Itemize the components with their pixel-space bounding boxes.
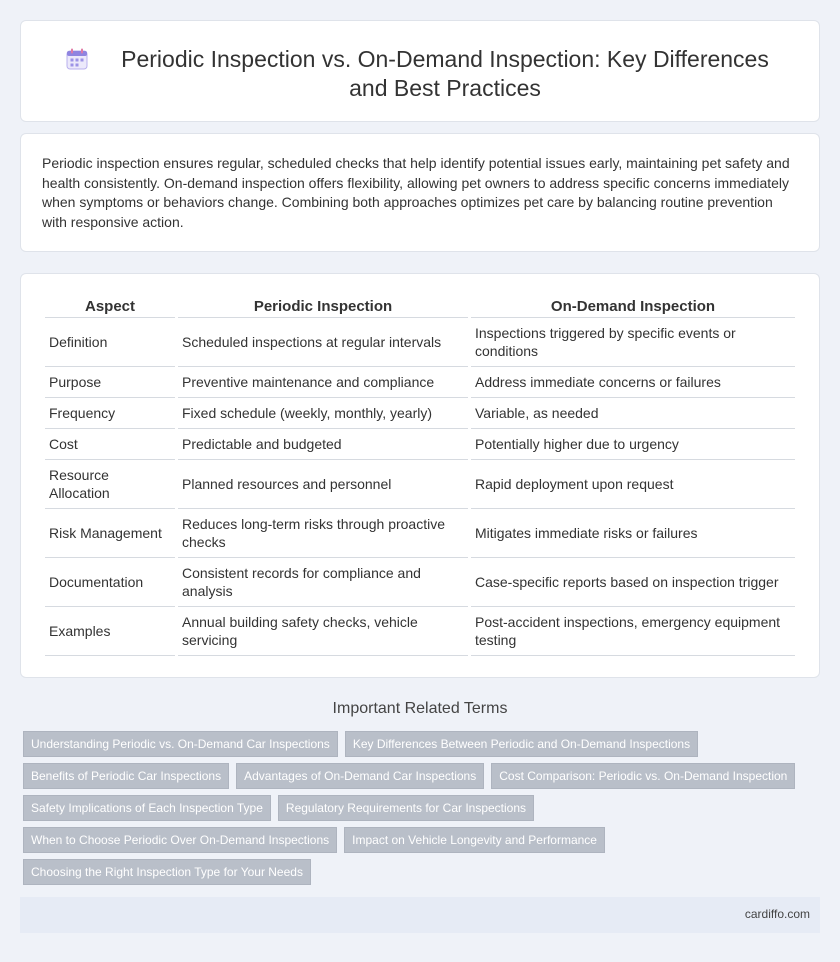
related-term-tag[interactable]: Key Differences Between Periodic and On-Demand Inspections bbox=[345, 731, 698, 757]
header-aspect: Aspect bbox=[45, 294, 175, 318]
tag-row bbox=[20, 795, 820, 827]
table-cell-periodic: Consistent records for compliance and analysis bbox=[178, 558, 468, 607]
comparison-table bbox=[42, 294, 798, 656]
table-cell-periodic: Fixed schedule (weekly, monthly, yearly) bbox=[178, 398, 468, 429]
table-row bbox=[45, 460, 795, 509]
table-row bbox=[45, 607, 795, 656]
table-cell-aspect: Risk Management bbox=[45, 509, 175, 558]
related-term-tag[interactable]: Choosing the Right Inspection Type for Your Needs bbox=[23, 859, 311, 885]
title-card bbox=[20, 20, 820, 122]
table-cell-periodic: Preventive maintenance and compliance bbox=[178, 367, 468, 398]
table-row bbox=[45, 398, 795, 429]
related-terms-heading: Important Related Terms bbox=[332, 700, 508, 717]
related-term-tag[interactable]: Impact on Vehicle Longevity and Performance bbox=[344, 827, 605, 853]
table-cell-on-demand: Potentially higher due to urgency bbox=[471, 429, 795, 460]
table-row bbox=[45, 318, 795, 367]
table-cell-on-demand: Rapid deployment upon request bbox=[471, 460, 795, 509]
table-cell-periodic: Reduces long-term risks through proactive checks bbox=[178, 509, 468, 558]
table-cell-on-demand: Variable, as needed bbox=[471, 398, 795, 429]
related-term-tag[interactable]: When to Choose Periodic Over On-Demand Inspections bbox=[23, 827, 337, 853]
table-cell-aspect: Definition bbox=[45, 318, 175, 367]
table-cell-on-demand: Address immediate concerns or failures bbox=[471, 367, 795, 398]
related-term-tag[interactable]: Cost Comparison: Periodic vs. On-Demand Inspection bbox=[491, 763, 795, 789]
related-term-tag[interactable]: Benefits of Periodic Car Inspections bbox=[23, 763, 229, 789]
table-header-row bbox=[45, 294, 795, 318]
related-term-tag[interactable]: Understanding Periodic vs. On-Demand Car Inspections bbox=[23, 731, 338, 757]
table-row bbox=[45, 367, 795, 398]
table-cell-aspect: Resource Allocation bbox=[45, 460, 175, 509]
header-periodic: Periodic Inspection bbox=[178, 294, 468, 318]
related-terms-list bbox=[20, 731, 820, 891]
intro-card bbox=[20, 133, 820, 252]
table-row bbox=[45, 558, 795, 607]
related-term-tag[interactable]: Advantages of On-Demand Car Inspections bbox=[236, 763, 484, 789]
related-term-tag[interactable]: Regulatory Requirements for Car Inspections bbox=[278, 795, 534, 821]
table-cell-aspect: Frequency bbox=[45, 398, 175, 429]
intro-paragraph: Periodic inspection ensures regular, scheduled checks that help identify potential issues early, maintaining pet safety and health consistently. On-demand inspection offers flexibility, allowing pet owners to address specific concerns immediately when symptoms or behaviors change. Combining both approaches optimizes pet care by balancing routine prevention with responsive action. bbox=[42, 155, 790, 230]
table-cell-periodic: Scheduled inspections at regular intervals bbox=[178, 318, 468, 367]
tag-row bbox=[20, 731, 820, 763]
table-cell-periodic: Predictable and budgeted bbox=[178, 429, 468, 460]
table-cell-aspect: Purpose bbox=[45, 367, 175, 398]
table-cell-periodic: Annual building safety checks, vehicle servicing bbox=[178, 607, 468, 656]
table-cell-on-demand: Case-specific reports based on inspection trigger bbox=[471, 558, 795, 607]
tag-row bbox=[20, 827, 820, 859]
table-cell-on-demand: Mitigates immediate risks or failures bbox=[471, 509, 795, 558]
comparison-table-card bbox=[20, 273, 820, 678]
footer-site-link[interactable]: cardiffo.com bbox=[744, 907, 810, 921]
footer bbox=[20, 897, 820, 933]
table-cell-periodic: Planned resources and personnel bbox=[178, 460, 468, 509]
table-cell-aspect: Documentation bbox=[45, 558, 175, 607]
table-row bbox=[45, 429, 795, 460]
page-title: Periodic Inspection vs. On-Demand Inspection: Key Differences and Best Practices bbox=[121, 46, 769, 101]
tag-row bbox=[20, 763, 820, 795]
table-row bbox=[45, 509, 795, 558]
table-cell-on-demand: Post-accident inspections, emergency equipment testing bbox=[471, 607, 795, 656]
tag-row bbox=[20, 859, 820, 891]
table-cell-aspect: Cost bbox=[45, 429, 175, 460]
related-term-tag[interactable]: Safety Implications of Each Inspection Type bbox=[23, 795, 271, 821]
header-on-demand: On-Demand Inspection bbox=[471, 294, 795, 318]
table-cell-aspect: Examples bbox=[45, 607, 175, 656]
table-cell-on-demand: Inspections triggered by specific events or conditions bbox=[471, 318, 795, 367]
